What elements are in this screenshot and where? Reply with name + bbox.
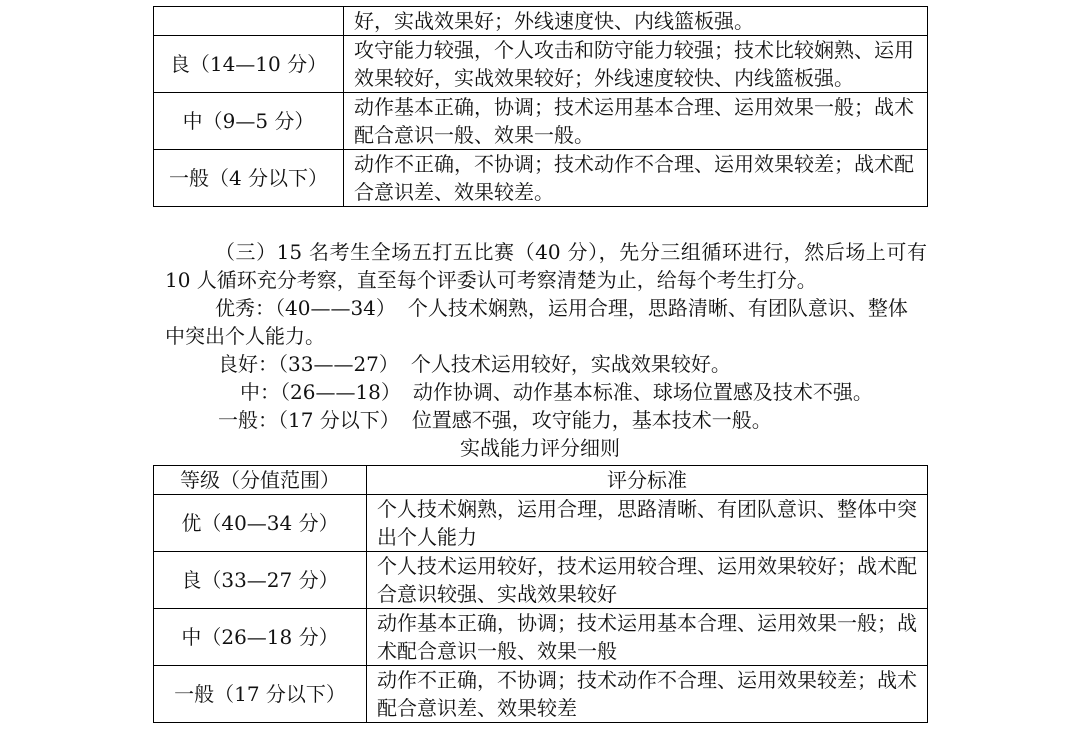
table-cell-desc: 个人技术娴熟，运用合理，思路清晰、有团队意识、整体中突出个人能力 bbox=[367, 495, 928, 552]
table-cell-desc: 动作基本正确，协调；技术运用基本合理、运用效果一般；战术配合意识一般、效果一般 bbox=[367, 609, 928, 666]
grade-label: 中： bbox=[240, 380, 280, 404]
grade-text: 个人技术娴熟，运用合理，思路清晰、有团队意识、整体中突出个人能力。 bbox=[165, 296, 908, 348]
table-row bbox=[154, 150, 928, 207]
grade-text: 动作协调、动作基本标准、球场位置感及技术不强。 bbox=[412, 380, 873, 404]
table-row bbox=[154, 552, 928, 609]
table-row bbox=[154, 609, 928, 666]
grade-text: 个人技术运用较好，实战效果较好。 bbox=[410, 352, 731, 376]
grade-good-line bbox=[218, 350, 731, 378]
table-cell-level: 良（14—10 分） bbox=[154, 36, 344, 93]
column-header-criteria: 评分标准 bbox=[367, 466, 928, 495]
grade-range: （17 分以下） bbox=[278, 408, 400, 432]
table-cell-desc: 好，实战效果好；外线速度快、内线篮板强。 bbox=[344, 7, 928, 36]
grade-excellent-line bbox=[165, 294, 927, 350]
table-cell-level: 优（40—34 分） bbox=[154, 495, 367, 552]
table-row bbox=[154, 666, 928, 723]
table-cell-level: 中（26—18 分） bbox=[154, 609, 367, 666]
grade-label: 良好： bbox=[218, 352, 278, 376]
grade-text: 位置感不强，攻守能力，基本技术一般。 bbox=[411, 408, 772, 432]
grade-range: （40——34） bbox=[275, 296, 396, 320]
table-row bbox=[154, 36, 928, 93]
table-cell-level: 良（33—27 分） bbox=[154, 552, 367, 609]
practical-ability-table bbox=[153, 465, 928, 723]
table-cell-level-empty bbox=[154, 7, 344, 36]
section3-intro: （三）15 名考生全场五打五比赛（40 分），先分三组循环进行，然后场上可有 10 人循环充分考察，直至每个评委认可考察清楚为止，给每个考生打分。 bbox=[165, 240, 927, 292]
table-row bbox=[154, 7, 928, 36]
table-row bbox=[154, 495, 928, 552]
table-cell-desc: 动作不正确，不协调；技术动作不合理、运用效果较差；战术配合意识差、效果较差。 bbox=[344, 150, 928, 207]
table-cell-desc: 动作不正确，不协调；技术动作不合理、运用效果较差；战术配合意识差、效果较差 bbox=[367, 666, 928, 723]
grade-range: （26——18） bbox=[280, 380, 401, 404]
table-cell-level: 一般（4 分以下） bbox=[154, 150, 344, 207]
table-cell-desc: 攻守能力较强，个人攻击和防守能力较强；技术比较娴熟、运用效果较好，实战效果较好；外线速度较快、内线篮板强。 bbox=[344, 36, 928, 93]
table-cell-desc: 个人技术运用较好，技术运用较合理、运用效果较好；战术配合意识较强、实战效果较好 bbox=[367, 552, 928, 609]
grade-general-line bbox=[218, 406, 772, 434]
table-caption: 实战能力评分细则 bbox=[460, 436, 620, 460]
scoring-table-continued bbox=[153, 6, 928, 207]
table-cell-desc: 动作基本正确，协调；技术运用基本合理、运用效果一般；战术配合意识一般、效果一般。 bbox=[344, 93, 928, 150]
grade-range: （33——27） bbox=[278, 352, 399, 376]
table-header-row bbox=[154, 466, 928, 495]
grade-middle-line bbox=[240, 378, 873, 406]
table-cell-level: 中（9—5 分） bbox=[154, 93, 344, 150]
table-cell-level: 一般（17 分以下） bbox=[154, 666, 367, 723]
grade-label: 优秀： bbox=[215, 296, 275, 320]
grade-label: 一般： bbox=[218, 408, 278, 432]
column-header-level: 等级（分值范围） bbox=[154, 466, 367, 495]
table-row bbox=[154, 93, 928, 150]
